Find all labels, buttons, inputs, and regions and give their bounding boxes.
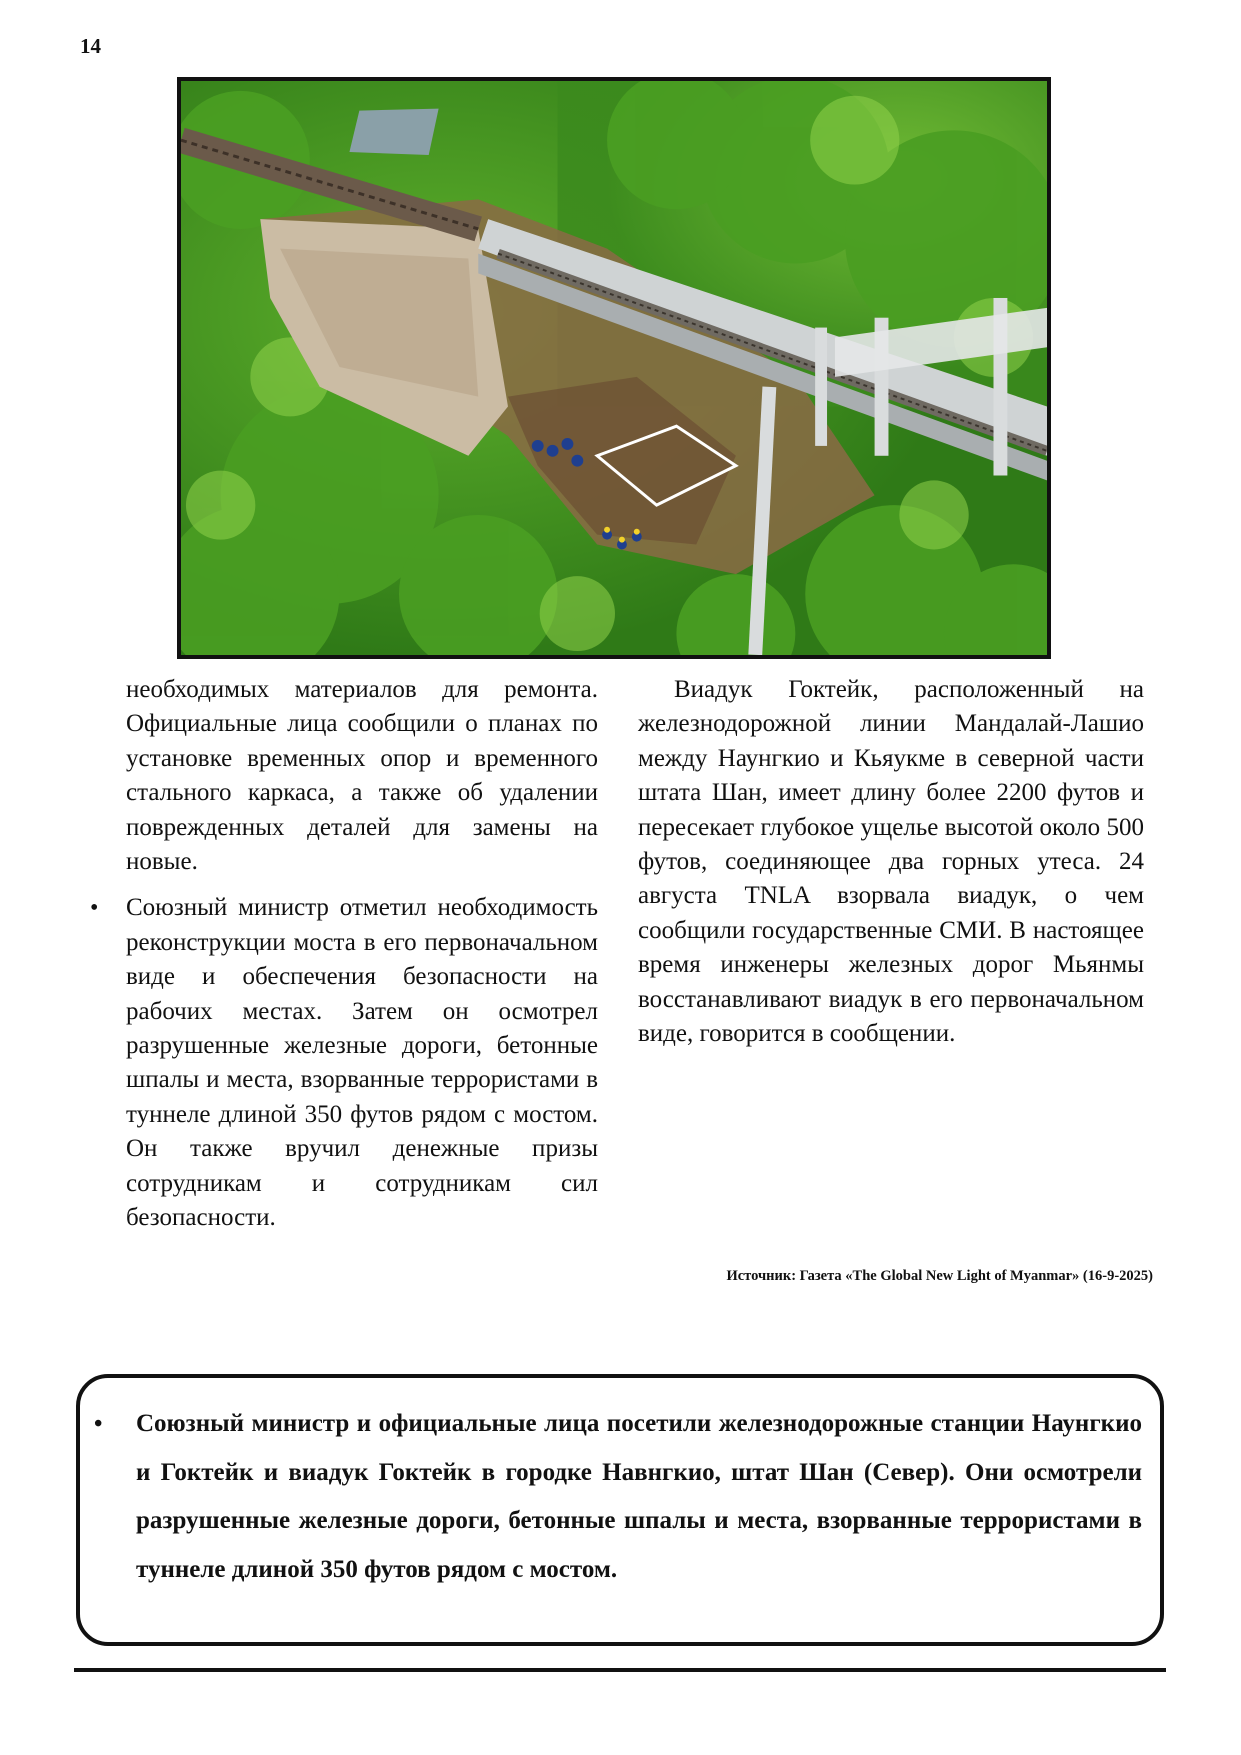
left-bullet-item xyxy=(90,891,598,1235)
summary-box xyxy=(76,1374,1164,1646)
left-column xyxy=(90,673,598,1236)
viaduct-photo-illustration xyxy=(181,81,1047,655)
page-number: 14 xyxy=(80,34,101,58)
left-continuation-paragraph: необходимых материалов для ремонта. Официальные лица сообщили о планах по установке временных опор и временного стального каркаса, а также об удалении поврежденных деталей для замены на новые. xyxy=(126,676,598,876)
right-paragraph: Виадук Гоктейк, расположенный на железнодорожной линии Мандалай-Лашио между Наунгкио и Кьяукме в северной части штата Шан, имеет длину более 2200 футов и пересекает глубокое ущелье высотой около 500 футов, соединяющее два горных утеса. 24 августа TNLA взорвала виадук, о чем сообщили государственные СМИ. В настоящее время инженеры железных дорог Мьянмы восстанавливают виадук в его первоначальном виде, говорится в сообщении. xyxy=(638,676,1144,1048)
left-bullet-paragraph: Союзный министр отметил необходимость реконструкции моста в его первоначальном виде и обеспечения безопасности на рабочих местах. Затем он осмотрел разрушенные железные дороги, бетонные шпалы и места, взорванные террористами в туннеле длиной 350 футов рядом с мостом. Он также вручил денежные призы сотрудникам и сотрудникам сил безопасности. xyxy=(126,894,598,1232)
viaduct-photo xyxy=(177,77,1051,659)
summary-bullet-dot: • xyxy=(94,1411,103,1437)
summary-text: Союзный министр и официальные лица посетили железнодорожные станции Наунгкио и Гоктейк и виадук Гоктейк в городке Навнгкио, штат Шан (Север). Они осмотрели разрушенные железные дороги, бетонные шпалы и места, взорванные террористами в туннеле длиной 350 футов рядом с мостом. xyxy=(136,1410,1142,1583)
bottom-rule xyxy=(74,1668,1166,1672)
right-column xyxy=(638,673,1144,1051)
bullet-dot: • xyxy=(90,895,99,922)
source-citation: Источник: Газета «The Global New Light of Myanmar» (16-9-2025) xyxy=(726,1268,1153,1284)
